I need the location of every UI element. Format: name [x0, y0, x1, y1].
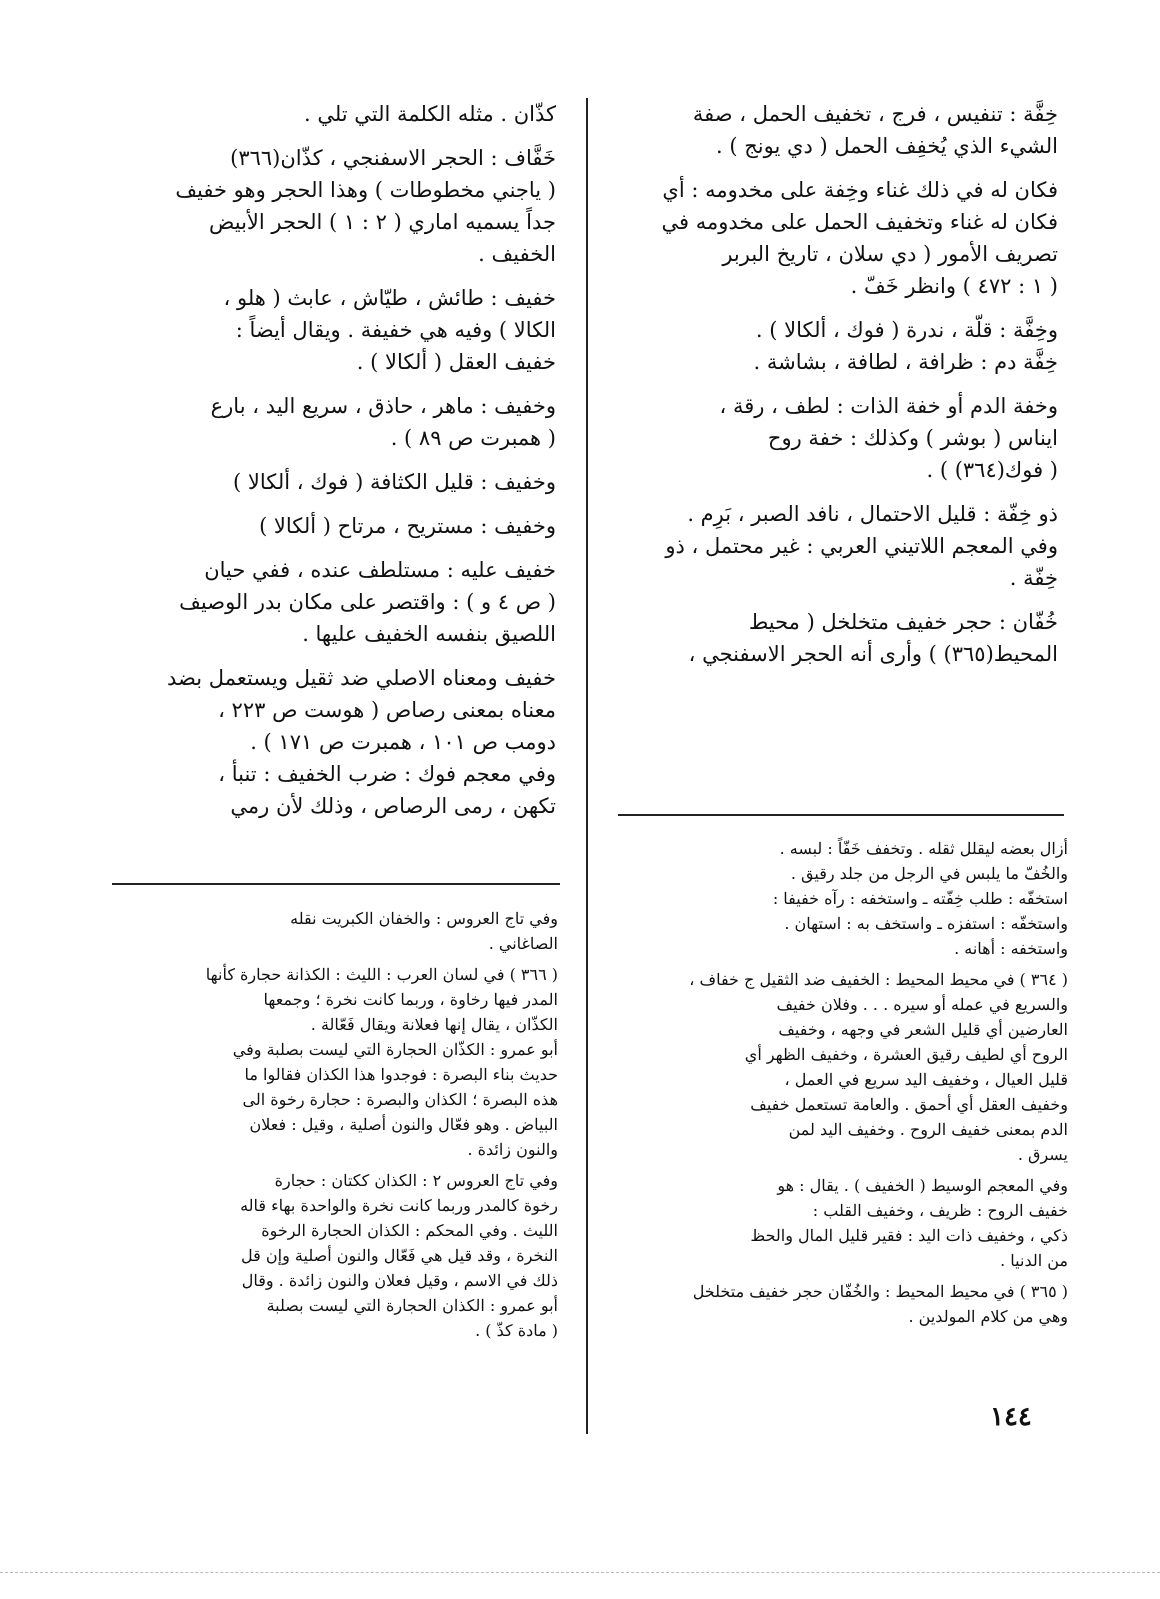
- text-line: خَفَّاف : الحجر الاسفنجي ، كذّان(٣٦٦): [230, 146, 556, 170]
- text-line: تصريف الأمور ( دي سلان ، تاريخ البربر: [722, 242, 1058, 266]
- footnote-block: [614, 1173, 1068, 1273]
- paragraph: [116, 466, 556, 498]
- text-line: تكهن ، رمى الرصاص ، وذلك لأن رمي: [230, 794, 556, 818]
- footnote-line: رخوة كالمدر وربما كانت نخرة والواحدة بهاء قاله: [240, 1196, 558, 1215]
- paragraph: [618, 314, 1058, 378]
- scan-edge: [0, 1572, 1160, 1573]
- footnote-line: استخفّه : طلب خِفّته ـ واستخفه : رآه خفيفا :: [772, 889, 1068, 908]
- footnote-line: هذه البصرة ؛ الكذان والبصرة : حجارة رخوة الى: [242, 1090, 558, 1109]
- text-line: خفيف العقل ( ألكالا ) .: [356, 350, 556, 374]
- footnote-block: [110, 962, 558, 1162]
- footnote-separator-left: [112, 883, 560, 885]
- footnote-line: المدر فيها رخاوة ، وربما كانت نخرة ؛ وجمعها: [263, 990, 558, 1009]
- paragraph: [116, 554, 556, 650]
- text-line: وخفة الدم أو خفة الذات : لطف ، رقة ،: [719, 394, 1058, 418]
- footnote-line: واستخفّه : استفزه ـ واستخف به : استهان .: [784, 914, 1068, 933]
- text-line: خفيف ومعناه الاصلي ضد ثقيل ويستعمل بضد: [167, 666, 556, 690]
- text-line: خِفَّة : تنفيس ، فرج ، تخفيف الحمل ، صفة: [692, 102, 1058, 126]
- footnote-line: الكذّان ، يقال إنها فعلانة ويقال فَعّالة .: [310, 1015, 558, 1034]
- footnote-line: والنون زائدة .: [467, 1140, 558, 1159]
- text-line: اللصيق بنفسه الخفيف عليها .: [302, 622, 556, 646]
- footnote-line: ( ٣٦٦ ) في لسان العرب : الليث : الكذانة حجارة كأنها: [205, 965, 558, 984]
- text-line: ( ص ٤ و ) : واقتصر على مكان بدر الوصيف: [179, 590, 556, 614]
- footnote-line: قليل العيال ، وخفيف اليد سريع في العمل ،: [784, 1070, 1068, 1089]
- footnotes-right: [614, 836, 1068, 1335]
- paragraph: [116, 282, 556, 378]
- footnotes-left: [110, 906, 558, 1349]
- footnote-block: [110, 906, 558, 956]
- text-line: كذّان . مثله الكلمة التي تلي .: [303, 102, 556, 126]
- footnote-line: الليث . وفي المحكم : الكذان الحجارة الرخوة: [261, 1221, 558, 1240]
- text-line: ( همبرت ص ٨٩ ) .: [390, 426, 556, 450]
- paragraph: [618, 174, 1058, 302]
- text-line: جداً يسميه اماري ( ٢ : ١ ) الحجر الأبيض: [209, 210, 556, 234]
- paragraph: [618, 98, 1058, 162]
- text-line: وفي معجم فوك : ضرب الخفيف : تنبأ ،: [218, 762, 556, 786]
- paragraph: [618, 606, 1058, 670]
- footnote-line: وهي من كلام المولدين .: [908, 1307, 1068, 1326]
- footnote-separator-right: [618, 814, 1064, 816]
- footnote-line: واستخفه : أهانه .: [954, 939, 1068, 958]
- footnote-line: ( ٣٦٤ ) في محيط المحيط : الخفيف ضد الثقيل ج خفاف ،: [689, 970, 1068, 989]
- text-line: ايناس ( بوشر ) وكذلك : خفة روح: [767, 426, 1058, 450]
- paragraph: [618, 390, 1058, 486]
- footnote-line: الصاغاني .: [488, 934, 558, 953]
- footnote-line: أبو عمرو : الكذان الحجارة التي ليست بصلبة: [266, 1296, 558, 1315]
- footnote-line: والسريع في عمله أو سيره . . . وفلان خفيف: [776, 995, 1068, 1014]
- text-line: خِفّة .: [1009, 566, 1058, 590]
- text-line: ( فوك(٣٦٤) ) .: [926, 458, 1058, 482]
- text-line: خفيف : طائش ، طيّاش ، عابث ( هلو ،: [223, 286, 556, 310]
- text-line: دومب ص ١٠١ ، همبرت ص ١٧١ ) .: [250, 730, 556, 754]
- text-line: ( ١ : ٤٧٢ ) وانظر خَفّ .: [850, 274, 1058, 298]
- text-line: ( ياجني مخطوطات ) وهذا الحجر وهو خفيف: [175, 178, 556, 202]
- footnote-line: ذلك في الاسم ، وقيل فعلان والنون زائدة . وقال: [241, 1271, 558, 1290]
- right-column: [618, 98, 1058, 682]
- paragraph: [116, 142, 556, 270]
- footnote-block: [614, 967, 1068, 1167]
- footnote-line: والخُفّ ما يلبس في الرجل من جلد رقيق .: [790, 864, 1068, 883]
- footnote-line: وفي تاج العروس : والخفان الكبريت نقله: [290, 909, 558, 928]
- text-line: فكان له في ذلك غناء وخِفة على مخدومه : أي: [662, 178, 1058, 202]
- footnote-line: ( ٣٦٥ ) في محيط المحيط : والخُفّان حجر خفيف متخلخل: [692, 1282, 1068, 1301]
- text-line: وخفيف : مستريح ، مرتاح ( ألكالا ): [259, 514, 556, 538]
- footnote-line: البياض . وهو فعّال والنون أصلية ، وقيل : فعلان: [249, 1115, 558, 1134]
- footnote-line: وفي المعجم الوسيط ( الخفيف ) . يقال : هو: [777, 1176, 1068, 1195]
- text-line: الشيء الذي يُخفِف الحمل ( دي يونج ) .: [716, 134, 1058, 158]
- page-number: ١٤٤: [990, 1402, 1032, 1432]
- paragraph: [116, 98, 556, 130]
- column-divider: [586, 98, 588, 1434]
- text-line: ذو خِفّة : قليل الاحتمال ، نافد الصبر ، بَرِم .: [687, 502, 1058, 526]
- paragraph: [116, 662, 556, 822]
- left-column: [116, 98, 556, 834]
- text-line: وخفيف : ماهر ، حاذق ، سريع اليد ، بارع: [210, 394, 556, 418]
- footnote-line: وفي تاج العروس ٢ : الكذان ككتان : حجارة: [274, 1171, 558, 1190]
- footnote-line: يسرق .: [1017, 1145, 1068, 1164]
- footnote-line: حديث بناء البصرة : فوجدوا هذا الكذان فقالوا ما: [244, 1065, 558, 1084]
- paragraph: [116, 510, 556, 542]
- footnote-line: النخرة ، وقد قيل هي فَعّال والنون أصلية وإن قل: [241, 1246, 558, 1265]
- footnote-line: أبو عمرو : الكذّان الحجارة التي ليست بصلبة وفي: [232, 1040, 558, 1059]
- footnote-line: وخفيف العقل أي أحمق . والعامة تستعمل خفيف: [750, 1095, 1068, 1114]
- footnote-line: الروح أي لطيف رقيق العشرة ، وخفيف الظهر أي: [744, 1045, 1068, 1064]
- text-line: معناه بمعنى رصاص ( هوست ص ٢٢٣ ،: [218, 698, 556, 722]
- text-line: الكالا ) وفيه هي خفيفة . ويقال أيضاً :: [235, 318, 556, 342]
- text-line: المحيط(٣٦٥) ) وأرى أنه الحجر الاسفنجي ،: [688, 642, 1058, 666]
- footnote-block: [614, 1279, 1068, 1329]
- footnote-line: ( مادة كذّ ) .: [475, 1321, 558, 1340]
- footnote-line: خفيف الروح : ظريف ، وخفيف القلب :: [812, 1201, 1068, 1220]
- text-line: خفيف عليه : مستلطف عنده ، ففي حيان: [204, 558, 556, 582]
- paragraph: [618, 498, 1058, 594]
- footnote-block: [614, 836, 1068, 961]
- text-line: فكان له غناء وتخفيف الحمل على مخدومه في: [661, 210, 1058, 234]
- text-line: وخِفَّة : قلَّة ، ندرة ( فوك ، ألكالا ) .: [755, 318, 1058, 342]
- footnote-line: أزال بعضه ليقلل ثقله . وتخفف خَفّاً : لبسه .: [779, 839, 1068, 858]
- text-line: خُفّان : حجر خفيف متخلخل ( محيط: [748, 610, 1058, 634]
- footnote-line: ذكي ، وخفيف ذات اليد : فقير قليل المال والحظ: [750, 1226, 1068, 1245]
- footnote-line: من الدنيا .: [1000, 1251, 1068, 1270]
- text-line: وفي المعجم اللاتيني العربي : غير محتمل ، ذو: [665, 534, 1058, 558]
- footnote-line: الدم بمعنى خفيف الروح . وخفيف اليد لمن: [788, 1120, 1068, 1139]
- text-line: الخفيف .: [478, 242, 556, 266]
- text-line: وخفيف : قليل الكثافة ( فوك ، ألكالا ): [233, 470, 556, 494]
- text-line: خِفَّة دم : ظرافة ، لطافة ، بشاشة .: [753, 350, 1058, 374]
- paragraph: [116, 390, 556, 454]
- footnote-line: العارضين أي قليل الشعر في وجهه ، وخفيف: [778, 1020, 1068, 1039]
- footnote-block: [110, 1168, 558, 1343]
